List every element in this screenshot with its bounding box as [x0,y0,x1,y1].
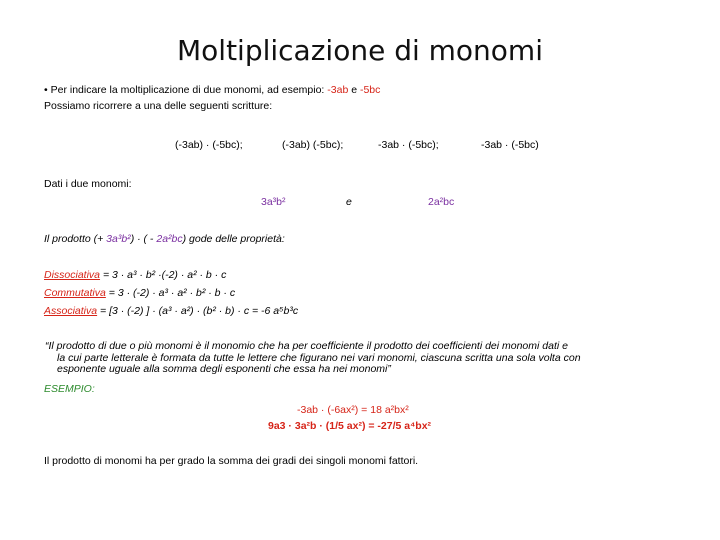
intro-text: Per indicare la moltiplicazione di due monomi, ad esempio: [50,84,325,96]
example-label: ESEMPIO: [44,383,95,395]
product-monomial-1: 3a³b² [106,233,131,245]
product-monomial-2: 2a²bc [156,233,183,245]
example-equation-1: -3ab · (-6ax²) = 18 a²bx² [297,404,409,416]
property-dissociativa [44,269,226,282]
definition-line-1: “Il prodotto di due o più monomi è il monomio che ha per coefficiente il prodotto dei coefficienti dei monomi dati e [45,340,568,352]
intro-line-2: Possiamo ricorrere a una delle seguenti scritture: [44,100,273,112]
product-statement [44,233,285,246]
property-formula: = 3 · a³ · b² ·(-2) · a² · b · c [100,269,227,281]
property-formula: = 3 · (-2) · a³ · a² · b² · b · c [105,287,236,299]
property-formula: = [3 · (-2) ] · (a³ · a²) · (b² · b) · c = -6 a⁵b³c [97,305,299,317]
monomial-example-1: -3ab [327,84,349,96]
property-name: Dissociativa [44,269,101,281]
given-monomial-2: 2a²bc [428,196,455,208]
intro-line-1 [44,84,380,97]
conclusion-text: Il prodotto di monomi ha per grado la somma dei gradi dei singoli monomi fattori. [44,455,419,467]
product-suffix: ) gode delle proprietà: [182,233,285,245]
given-conjunction: e [346,196,352,208]
property-commutativa [44,287,235,300]
definition-line-3: esponente uguale alla somma degli esponenti che essa ha nei monomi” [57,363,391,375]
given-monomial-1: 3a³b² [261,196,286,208]
writing-2: (-3ab) (-5bc); [282,139,344,151]
product-mid: ) · ( - [130,233,154,245]
property-associativa [44,305,298,318]
writing-4: -3ab · (-5bc) [481,139,539,151]
writing-1: (-3ab) · (-5bc); [175,139,243,151]
definition-quote [45,341,685,376]
definition-line-2: la cui parte letterale è formata da tutte le lettere che figurano nei vari monomi, ciascuna scritta una sola volta con [57,351,581,364]
writing-3: -3ab · (-5bc); [378,139,439,151]
given-label: Dati i due monomi: [44,178,132,190]
slide-title: Moltiplicazione di monomi [177,34,543,67]
conjunction: e [351,84,358,96]
example-equation-2: 9a3 · 3a²b · (1/5 ax²) = -27/5 a⁴bx² [268,420,432,432]
monomial-example-2: -5bc [359,84,381,96]
bullet: • [44,84,48,96]
property-name: Associativa [44,305,98,317]
property-name: Commutativa [44,287,106,299]
product-prefix: Il prodotto (+ [44,233,104,245]
